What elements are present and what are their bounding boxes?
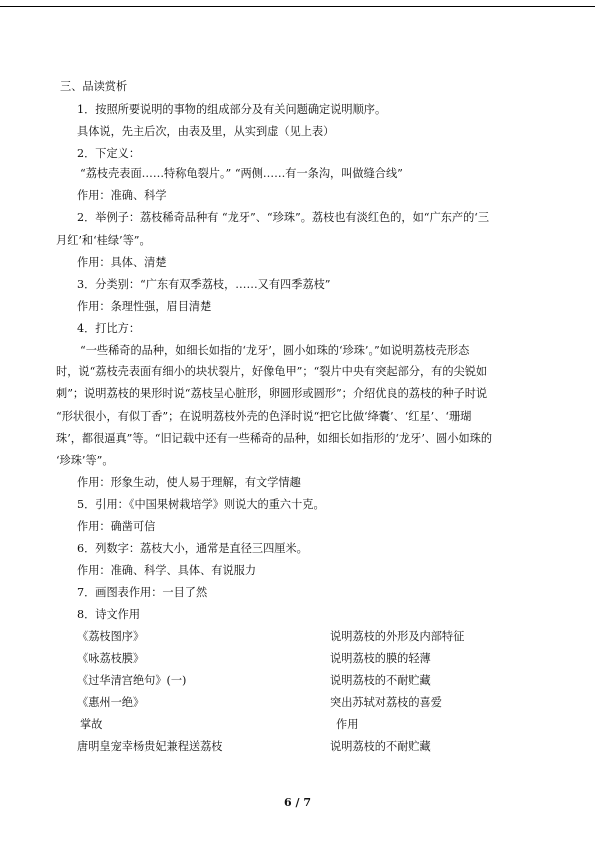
paragraph-line: 8．诗文作用	[77, 608, 141, 621]
paragraph-line: 具体说，先主后次，由表及里，从实到虚（见上表）	[77, 125, 335, 138]
poem-function: 说明荔枝的外形及内部特征	[330, 630, 465, 643]
paragraph-line: 作用：确凿可信	[77, 520, 156, 533]
paragraph-line: 5．引用：《中国果树栽培学》则说大的重六十克。	[77, 498, 325, 511]
paragraph-line: “一些稀奇的品种，如细长如指的‘龙牙’，圆小如珠的‘珍珠’。”如说明荔枝壳形态	[80, 344, 470, 357]
function-header: 作用	[336, 718, 359, 731]
paragraph-line: 时，说“荔枝壳表面有细小的块状裂片，好像龟甲”；“裂片中央有突起部分，有的尖锐如	[56, 365, 488, 378]
poem-function: 突出苏轼对荔枝的喜爱	[330, 696, 442, 709]
paragraph-line: 2．下定义：	[77, 147, 141, 160]
paragraph-line: 6．列数字：荔枝大小，通常是直径三四厘米。	[77, 542, 308, 555]
poem-title: 《咏荔枝膜》	[77, 652, 145, 665]
paragraph-line: “荔枝壳表面……特称龟裂片。” “两侧……有一条沟，叫做缝合线”	[80, 167, 403, 180]
poem-function: 说明荔枝的不耐贮藏	[330, 740, 431, 753]
paragraph-line: 珠’，都很逼真”等。“旧记载中还有一些稀奇的品种，如细长如指形的‘龙牙’、圆小如珠的	[56, 432, 493, 445]
paragraph-line: 作用：形象生动，使人易于理解，有文学情趣	[77, 476, 301, 489]
paragraph-line: “形状很小，有似丁香”；在说明荔枝外壳的色泽时说“把它比做‘绛囊’、‘红星’、‘珊瑚	[56, 410, 472, 423]
poem-title: 《惠州一绝》	[77, 696, 145, 709]
paragraph-line: 作用：具体、清楚	[77, 256, 167, 269]
paragraph-line: 作用：准确、科学	[77, 189, 167, 202]
page-number: 6 / 7	[284, 796, 311, 809]
poem-title: 《过华清宫绝句》(一)	[77, 674, 187, 687]
poem-function: 说明荔枝的不耐贮藏	[330, 674, 431, 687]
paragraph-line: 作用：条理性强，眉目清楚	[77, 300, 212, 313]
header-rule	[0, 6, 595, 7]
paragraph-line: 作用：准确、科学、具体、有说服力	[77, 564, 257, 577]
paragraph-line: 3．分类别：“广东有双季荔枝，……又有四季荔枝”	[77, 278, 331, 291]
paragraph-line: 4．打比方：	[77, 322, 141, 335]
paragraph-line: ‘珍珠’等”。	[56, 454, 114, 467]
anecdote-header: 掌故	[80, 718, 103, 731]
paragraph-line: 2．举例子：荔枝稀奇品种有 “龙牙”、“珍珠”。荔枝也有淡红色的，如“广东产的‘三	[77, 211, 490, 224]
poem-function: 说明荔枝的膜的轻薄	[330, 652, 431, 665]
poem-title: 《荔枝图序》	[77, 630, 145, 643]
section-title: 三、品读赏析	[60, 80, 128, 93]
paragraph-line: 刺”；说明荔枝的果形时说“荔枝呈心脏形，卵圆形或圆形”；介绍优良的荔枝的种子时说	[56, 387, 488, 400]
paragraph-line: 1．按照所要说明的事物的组成部分及有关问题确定说明顺序。	[77, 103, 387, 116]
paragraph-line: 7．画图表作用：一目了然	[77, 586, 208, 599]
paragraph-line: 月红’和‘桂绿’等”。	[56, 234, 151, 247]
anecdote-text: 唐明皇宠幸杨贵妃兼程送荔枝	[77, 740, 223, 753]
